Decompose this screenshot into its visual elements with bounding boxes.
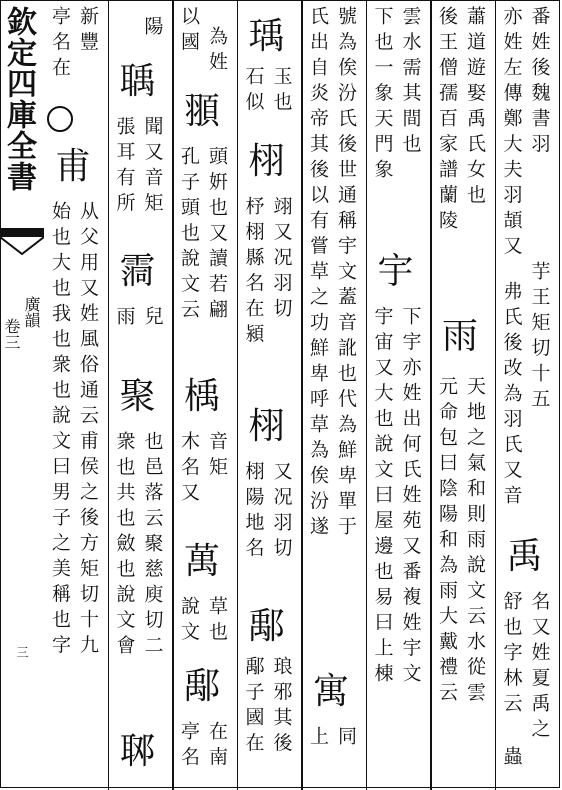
annotation-text: 陽 xyxy=(141,16,164,42)
text-column xyxy=(496,6,554,786)
annotation-text: 鄅子國在 xyxy=(242,656,265,758)
annotation-text: 翊又况羽切 xyxy=(270,196,293,324)
column-rule xyxy=(430,0,432,790)
annotation-text: 也邑落云聚慈庾切二 xyxy=(141,431,164,661)
annotation-text: 从父用又姓風俗通云甫侯之後方矩切十九 xyxy=(77,201,99,660)
annotation-text: 音矩 xyxy=(206,431,228,482)
annotation-text: 琅邪其後 xyxy=(270,656,293,758)
text-column xyxy=(302,6,360,786)
annotation-text: 衆也共也斂也說文會 xyxy=(113,431,136,661)
headword: 鄅 xyxy=(183,666,220,707)
headword: 栩 xyxy=(248,141,285,182)
annotation-text: 木名又 xyxy=(178,431,200,508)
headword: 寓 xyxy=(312,671,349,712)
annotation-text: 說文 xyxy=(178,596,200,647)
book-title xyxy=(2,6,42,192)
annotation-text: 元命包曰陰陽和為雨大戴禮云 xyxy=(436,376,458,708)
annotation-text: 下也一象天門象 xyxy=(371,6,394,185)
annotation-text: 雨 xyxy=(113,306,136,332)
annotation-text: 名又姓夏禹之 xyxy=(528,591,551,744)
annotation-text: 蟲 xyxy=(500,746,523,772)
text-column xyxy=(173,6,231,786)
annotation-text: 同 xyxy=(335,726,357,752)
annotation-text: 舒也字林云 xyxy=(500,591,523,719)
annotation-text: 兒 xyxy=(141,306,164,332)
annotation-text: 亦姓左傳鄭大夫羽頡又 xyxy=(500,6,523,261)
annotation-text: 氏出自炎帝其後以有嘗草之功鮮卑呼草為俟汾遂 xyxy=(307,6,329,542)
text-column xyxy=(109,6,167,786)
column-rule xyxy=(108,0,110,790)
headword: 宇 xyxy=(377,251,414,292)
annotation-text: 栩陽地名 xyxy=(242,461,265,563)
text-column xyxy=(367,6,425,786)
annotation-text: 番姓後魏書羽 xyxy=(528,6,551,159)
headword: 雨 xyxy=(441,316,478,357)
headword: 萬 xyxy=(183,541,220,582)
annotation-text: 石似 xyxy=(242,66,265,117)
annotation-text: 亭名在 xyxy=(49,6,71,83)
annotation-text: 玉也 xyxy=(270,66,293,117)
annotation-text: 在南 xyxy=(206,721,228,772)
annotation-text: 孔子頭也說文云 xyxy=(178,146,200,325)
annotation-text: 宇宙又大也說文曰屋邊也易曰上棟 xyxy=(371,306,394,689)
headword: 頨 xyxy=(183,91,220,132)
annotation-text: 始也大也我也衆也說文曰男子之美稱也字 xyxy=(49,201,71,660)
headword: 瑀 xyxy=(248,16,285,57)
headword: 甫 xyxy=(54,146,91,187)
annotation-text: 天地之氣和則雨說文云水從雲 xyxy=(464,376,486,708)
annotation-text: 上 xyxy=(307,726,329,752)
annotation-text: 芋王矩切十五 xyxy=(528,261,551,414)
text-column xyxy=(431,6,489,786)
annotation-text: 張耳有所 xyxy=(113,116,136,218)
annotation-text: 亭名 xyxy=(178,721,200,772)
text-column xyxy=(238,6,296,786)
annotation-text: 雲水需其間也 xyxy=(399,6,422,159)
fish-tail-icon xyxy=(0,228,44,262)
annotation-text: 聞又音矩 xyxy=(141,116,164,218)
volume-book-name: 廣韻 xyxy=(22,296,41,328)
annotation-text: 蕭道遊娶禹氏女也 xyxy=(464,6,486,210)
headword: 聚 xyxy=(119,376,156,417)
annotation-text: 弗氏後改為羽氏又音 xyxy=(500,281,523,511)
annotation-text: 草也 xyxy=(206,596,228,647)
headword: 聥 xyxy=(119,61,156,102)
volume-number: 卷三 xyxy=(2,318,21,350)
headword: 栩 xyxy=(248,406,285,447)
book-title-text: 欽定四庫全書 xyxy=(1,6,36,192)
annotation-text: 為姓 xyxy=(206,26,228,77)
column-rule xyxy=(495,0,497,790)
headword: 鄅 xyxy=(248,606,285,647)
page-margin xyxy=(0,0,44,790)
column-rule xyxy=(366,0,368,790)
annotation-text: 後王僧孺百家譜蘭陵 xyxy=(436,6,458,236)
annotation-text: 頭姸也又讀若翩 xyxy=(206,146,228,325)
text-column xyxy=(44,6,102,786)
circle-mark xyxy=(46,106,74,141)
annotation-text: 號為俟汾氏後世通稱宇文蓋音訛也代為鮮卑單于 xyxy=(335,6,357,542)
volume-label xyxy=(0,296,44,406)
headword: 禹 xyxy=(506,536,543,577)
annotation-text: 下宇亦姓出何氏姓苑又番複姓宇文 xyxy=(399,306,422,689)
page-number: 三 xyxy=(15,646,29,658)
annotation-text: 新豐 xyxy=(77,6,99,57)
annotation-text: 又况羽切 xyxy=(270,461,293,563)
column-rule xyxy=(237,0,239,790)
annotation-text: 杼栩縣名在潁 xyxy=(242,196,265,349)
column-rule xyxy=(301,0,303,790)
column-rule xyxy=(172,0,174,790)
headword: 楀 xyxy=(183,376,220,417)
annotation-text: 以國 xyxy=(178,6,200,57)
headword: 霘 xyxy=(119,251,156,292)
headword: 郰 xyxy=(119,731,156,772)
